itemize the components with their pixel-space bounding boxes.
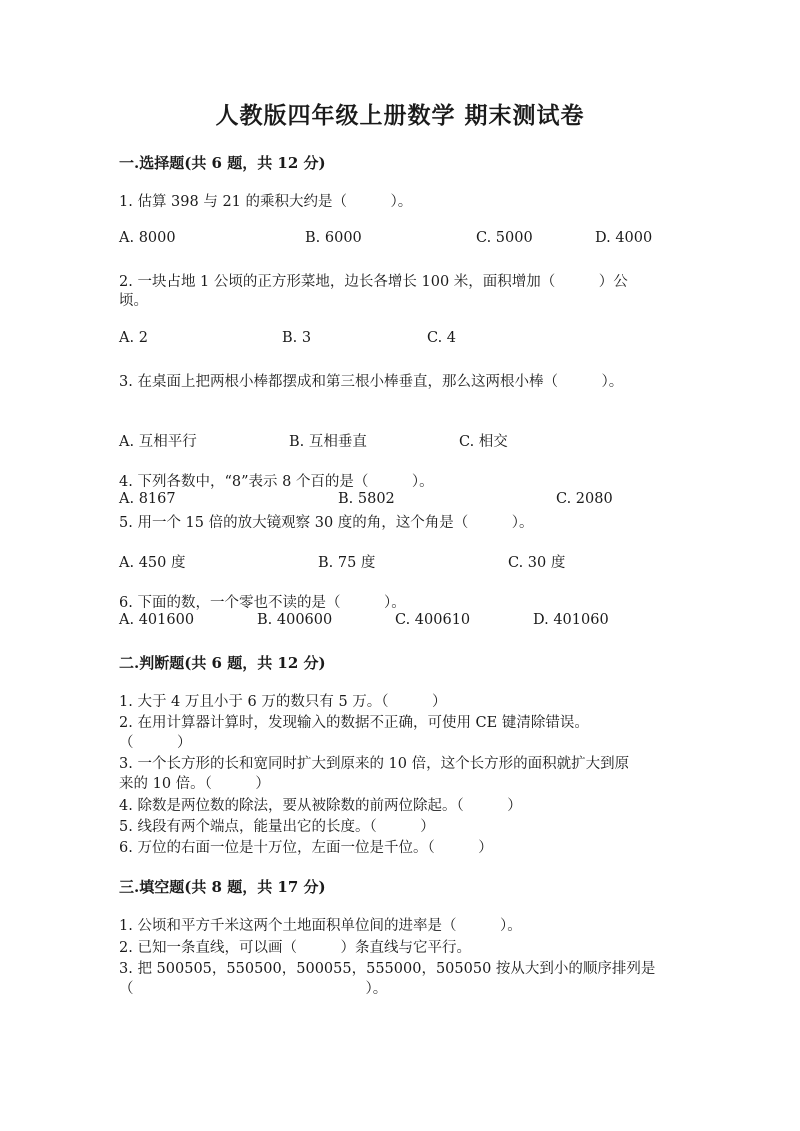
option-b: B. 3 bbox=[282, 330, 312, 346]
question-text: 5. 线段有两个端点，能量出它的长度。（ ） bbox=[119, 819, 435, 835]
option-c: C. 400610 bbox=[395, 612, 471, 628]
option-d: D. 401060 bbox=[533, 612, 609, 628]
option-b: B. 400600 bbox=[257, 612, 333, 628]
option-b: B. 互相垂直 bbox=[289, 434, 367, 450]
option-d: D. 4000 bbox=[595, 230, 653, 246]
option-a: A. 401600 bbox=[119, 612, 195, 628]
option-a: A. 8167 bbox=[119, 491, 176, 507]
question-text-continued: （ ）。 bbox=[119, 981, 388, 997]
question-text: 2. 在用计算器计算时，发现输入的数据不正确，可使用 CE 键清除错误。 bbox=[119, 715, 589, 731]
question-text: 3. 把 500505，550500，500055，555000，505050 按从大到小的顺序排列是 bbox=[119, 961, 656, 977]
section-heading-true-false: 二.判断题(共 6 题，共 12 分) bbox=[119, 654, 326, 672]
question-text: 6. 下面的数，一个零也不读的是（ ）。 bbox=[119, 595, 406, 611]
question-text: 4. 除数是两位数的除法，要从被除数的前两位除起。（ ） bbox=[119, 798, 522, 814]
question-text: 4. 下列各数中，“8”表示 8 个百的是（ ）。 bbox=[119, 474, 434, 490]
option-a: A. 450 度 bbox=[119, 555, 186, 571]
question-text: 5. 用一个 15 倍的放大镜观察 30 度的角，这个角是（ ）。 bbox=[119, 515, 534, 531]
section-heading-choice: 一.选择题(共 6 题，共 12 分) bbox=[119, 154, 326, 172]
question-text: 1. 大于 4 万且小于 6 万的数只有 5 万。（ ） bbox=[119, 694, 447, 710]
option-b: B. 5802 bbox=[338, 491, 395, 507]
option-a: A. 互相平行 bbox=[119, 434, 197, 450]
question-text-continued: 顷。 bbox=[119, 293, 148, 309]
option-c: C. 2080 bbox=[556, 491, 613, 507]
question-text: 2. 已知一条直线，可以画（ ）条直线与它平行。 bbox=[119, 940, 471, 956]
question-text-continued: （ ） bbox=[119, 735, 192, 751]
option-b: B. 6000 bbox=[305, 230, 362, 246]
question-text: 3. 一个长方形的长和宽同时扩大到原来的 10 倍，这个长方形的面积就扩大到原 bbox=[119, 756, 630, 772]
question-text: 1. 估算 398 与 21 的乘积大约是（ ）。 bbox=[119, 194, 413, 210]
option-c: C. 4 bbox=[427, 330, 457, 346]
question-text: 2. 一块占地 1 公顷的正方形菜地，边长各增长 100 米，面积增加（ ）公 bbox=[119, 274, 628, 290]
section-heading-fill-in: 三.填空题(共 8 题，共 17 分) bbox=[119, 878, 326, 896]
option-c: C. 5000 bbox=[476, 230, 533, 246]
page-title: 人教版四年级上册数学 期末测试卷 bbox=[215, 102, 585, 129]
question-text: 6. 万位的右面一位是十万位，左面一位是千位。（ ） bbox=[119, 840, 493, 856]
option-a: A. 8000 bbox=[119, 230, 176, 246]
option-c: C. 30 度 bbox=[508, 555, 566, 571]
option-b: B. 75 度 bbox=[318, 555, 376, 571]
question-text: 1. 公顷和平方千米这两个土地面积单位间的进率是（ ）。 bbox=[119, 918, 522, 934]
option-a: A. 2 bbox=[119, 330, 148, 346]
option-c: C. 相交 bbox=[459, 434, 508, 450]
question-text: 3. 在桌面上把两根小棒都摆成和第三根小棒垂直，那么这两根小棒（ ）。 bbox=[119, 374, 624, 390]
question-text-continued: 来的 10 倍。（ ） bbox=[119, 776, 270, 792]
